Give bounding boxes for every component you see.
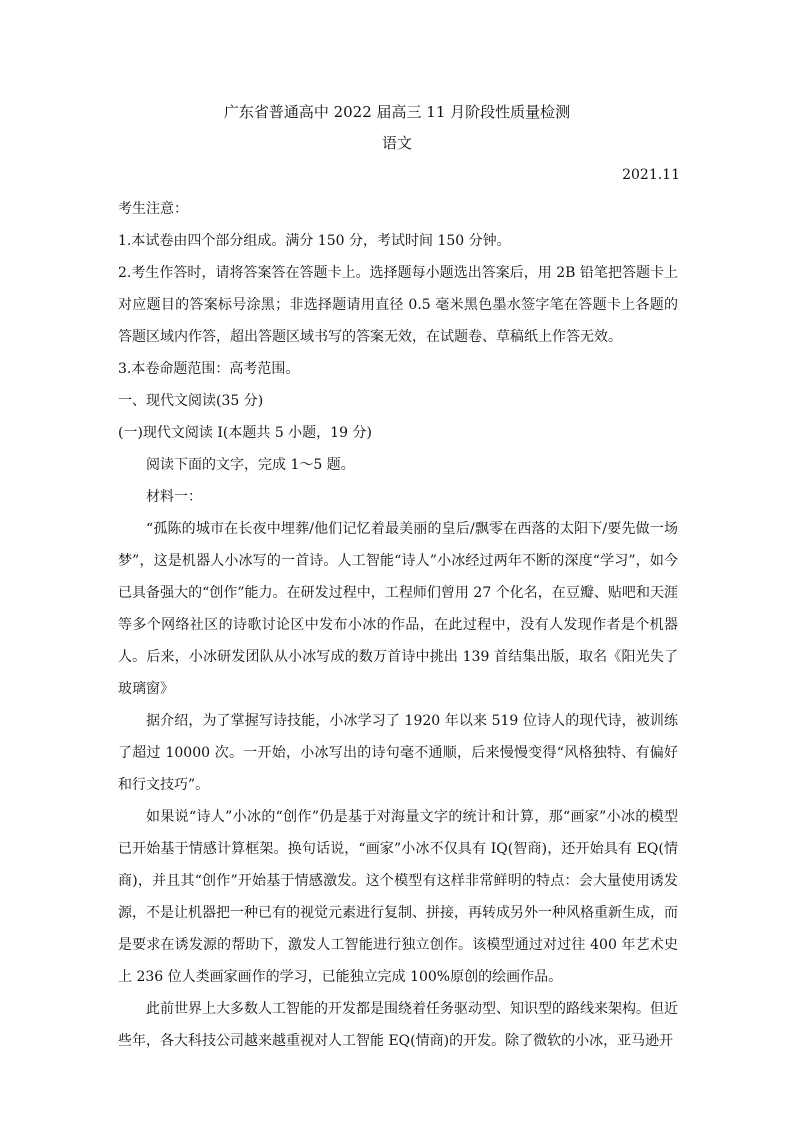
subsection-heading: (一)现代文阅读 I(本题共 5 小题，19 分) [118,425,372,441]
reading-instruction: 阅读下面的文字，完成 1～5 题。 [146,457,355,473]
exam-body [118,193,678,1057]
passage-paragraph-3: 如果说“诗人”小冰的“创作”仍是基于对海量文字的统计和计算，那“画家”小冰的模型已开始基于情感计算框架。换句话说，“画家”小冰不仅具有 IQ(智商)，还开始具有 EQ(情商)，并且其“创作”开始基于情感激发。这个模型有这样非常鲜明的特点：会大量使用诱发源，不是让机器把一种已有的视觉元素进行复制、拼接，再转成另外一种风格重新生成，而是要求在诱发源的帮助下，激发人工智能进行独立创作。该模型通过对过往 400 年艺术史上 236 位人类画家画作的学习，已能独立完成 100%原创的绘画作品。 [118,809,678,985]
notice-item-2: 2.考生作答时，请将答案答在答题卡上。选择题每小题选出答案后，用 2B 铅笔把答题卡上对应题目的答案标号涂黑；非选择题请用直径 0.5 毫米黑色墨水签字笔在答题卡上各题的答题区域内作答，超出答题区域书写的答案无效，在试题卷、草稿纸上作答无效。 [118,265,678,345]
exam-title: 广东省普通高中 2022 届高三 11 月阶段性质量检测 [223,103,571,121]
passage-paragraph-4: 此前世界上大多数人工智能的开发都是围绕着任务驱动型、知识型的路线来架构。但近些年，各大科技公司越来越重视对人工智能 EQ(情商)的开发。除了微软的小冰，亚马逊开 [118,1001,678,1049]
passage-paragraph-2: 据介绍，为了掌握写诗技能，小冰学习了 1920 年以来 519 位诗人的现代诗，被训练了超过 10000 次。一开始，小冰写出的诗句毫不通顺，后来慢慢变得“风格独特、有偏好和行文技巧”。 [118,713,678,793]
notice-item-3: 3.本卷命题范围：高考范围。 [118,361,300,377]
exam-date: 2021.11 [622,167,680,183]
material-label: 材料一： [146,489,202,505]
notice-item-1: 1.本试卷由四个部分组成。满分 150 分，考试时间 150 分钟。 [118,233,511,249]
notice-heading: 考生注意： [118,201,188,217]
section-heading: 一、现代文阅读(35 分) [118,393,264,409]
subject-label: 语文 [381,134,412,152]
passage-paragraph-1: “孤陈的城市在长夜中埋葬/他们记忆着最美丽的皇后/飘零在西落的太阳下/要先做一场梦”，这是机器人小冰写的一首诗。人工智能“诗人”小冰经过两年不断的深度“学习”，如今已具备强大的“创作”能力。在研发过程中，工程师们曾用 27 个化名，在豆瓣、贴吧和天涯等多个网络社区的诗歌讨论区中发布小冰的作品，在此过程中，没有人发现作者是个机器人。后来，小冰研发团队从小冰写成的数万首诗中挑出 139 首结集出版，取名《阳光失了玻璃窗》 [118,521,678,697]
